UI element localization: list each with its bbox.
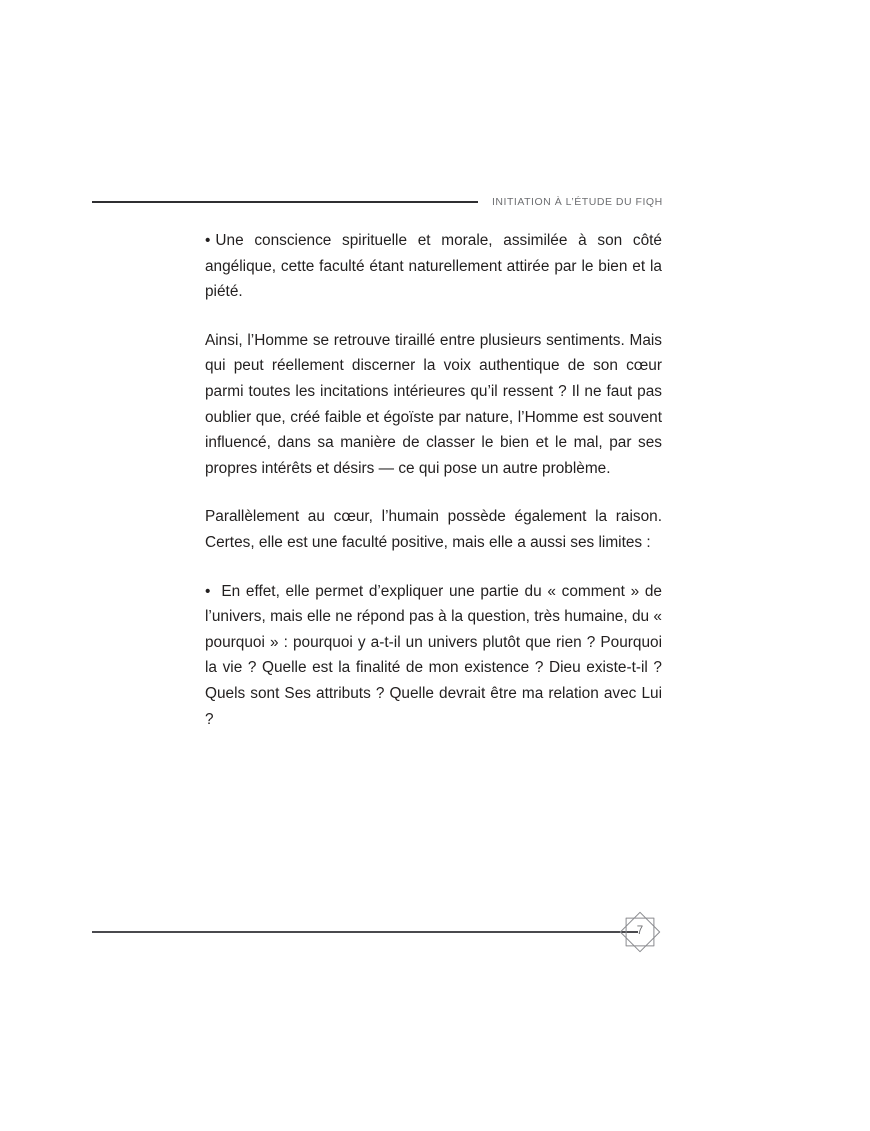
folio-ornament — [618, 910, 662, 954]
bullet-icon: • — [205, 582, 211, 600]
paragraph-text: En effet, elle permet d’expliquer une partie du « comment » de l’univers, mais elle ne répond pas à la question, très humaine, du « pourquoi » : pourquoi y a-t-il un univers plutôt que rien ? Pourquoi la vie ? Quelle est la finalité de mon existence ? Dieu existe-t-il ? Quels sont Ses attributs ? Quelle devrait être ma relation avec Lui ? — [205, 582, 662, 728]
paragraph-bullet-2 — [205, 579, 662, 733]
bullet-icon: • — [205, 232, 211, 249]
paragraph-text: Ainsi, l’Homme se retrouve tiraillé entre plusieurs sentiments. Mais qui peut réellement discerner la voix authentique de son cœur parmi toutes les incitations intérieures qu’il ressent ? Il ne faut pas oublier que, créé faible et égoïste par nature, l’Homme est souvent influencé, dans sa manière de classer le bien et le mal, par ses propres intérêts et désirs — ce qui pose un autre problème. — [205, 331, 662, 477]
page-number: 7 — [636, 925, 644, 938]
page-footer — [92, 920, 670, 964]
running-head — [92, 192, 670, 212]
paragraph-3 — [205, 504, 662, 555]
running-head-rule — [92, 201, 478, 203]
running-head-title: INITIATION À L’ÉTUDE DU FIQH — [492, 196, 663, 209]
paragraph-text: Une conscience spirituelle et morale, assimilée à son côté angélique, cette faculté étant naturellement attirée par le bien et la piété. — [205, 232, 662, 301]
paragraph-2 — [205, 328, 662, 482]
paragraph-bullet-1 — [205, 228, 662, 305]
footer-rule — [92, 931, 638, 933]
body-text-block — [205, 228, 662, 732]
paragraph-text: Parallèlement au cœur, l’humain possède également la raison. Certes, elle est une faculté positive, mais elle a aussi ses limites : — [205, 508, 662, 551]
